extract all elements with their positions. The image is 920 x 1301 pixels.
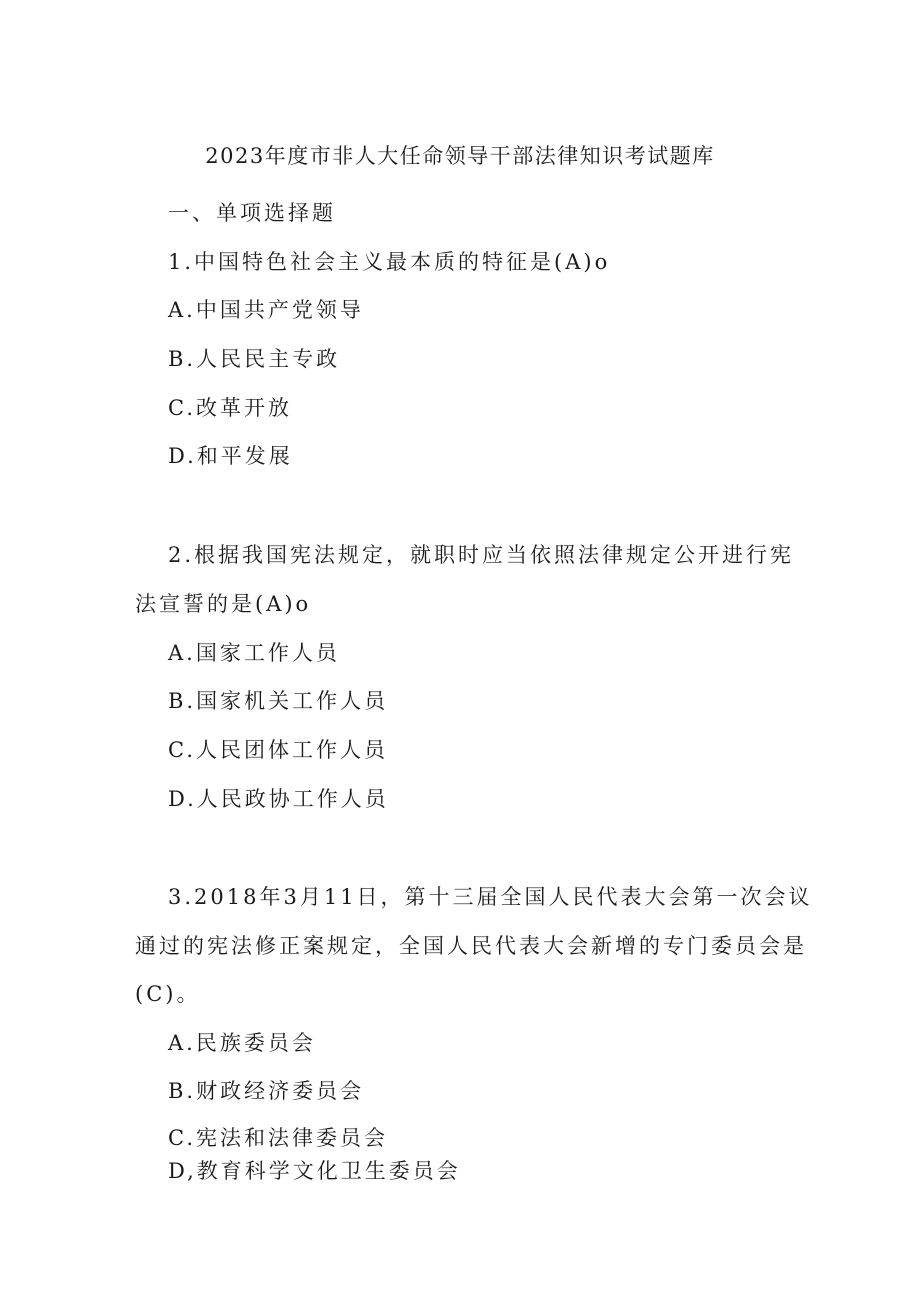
question-3-stem-line-1: 3.2018年3月11日，第十三届全国人民代表大会第一次会议 [168, 885, 813, 909]
question-3-option-d: D,教育科学文化卫生委员会 [168, 1159, 461, 1183]
question-3-stem-line-2: 通过的宪法修正案规定，全国人民代表大会新增的专门委员会是 [135, 934, 807, 958]
question-3-stem-line-3: (C)。 [135, 982, 201, 1006]
question-3-option-a: A.民族委员会 [168, 1031, 316, 1055]
question-2-stem-line-1: 2.根据我国宪法规定，就职时应当依照法律规定公开进行宪 [168, 543, 795, 567]
question-2-option-d: D.人民政协工作人员 [168, 787, 389, 811]
question-2-stem-line-2: 法宣誓的是(A)o [135, 592, 312, 616]
question-1-option-c: C.改革开放 [168, 396, 292, 420]
question-1-option-d: D.和平发展 [168, 444, 293, 468]
question-3-option-c: C.宪法和法律委员会 [168, 1126, 388, 1150]
question-3-option-b: B.财政经济委员会 [168, 1079, 365, 1103]
question-1-option-a: A.中国共产党领导 [168, 298, 364, 322]
question-1-option-b: B.人民民主专政 [168, 347, 341, 371]
question-2-option-b: B.国家机关工作人员 [168, 689, 389, 713]
question-2-option-a: A.国家工作人员 [168, 641, 340, 665]
question-1-stem: 1.中国特色社会主义最本质的特征是(A)o [168, 250, 611, 274]
section-heading: 一、单项选择题 [168, 201, 336, 225]
document-title: 2023年度市非人大任命领导干部法律知识考试题库 [205, 144, 715, 168]
question-2-option-c: C.人民团体工作人员 [168, 738, 388, 762]
